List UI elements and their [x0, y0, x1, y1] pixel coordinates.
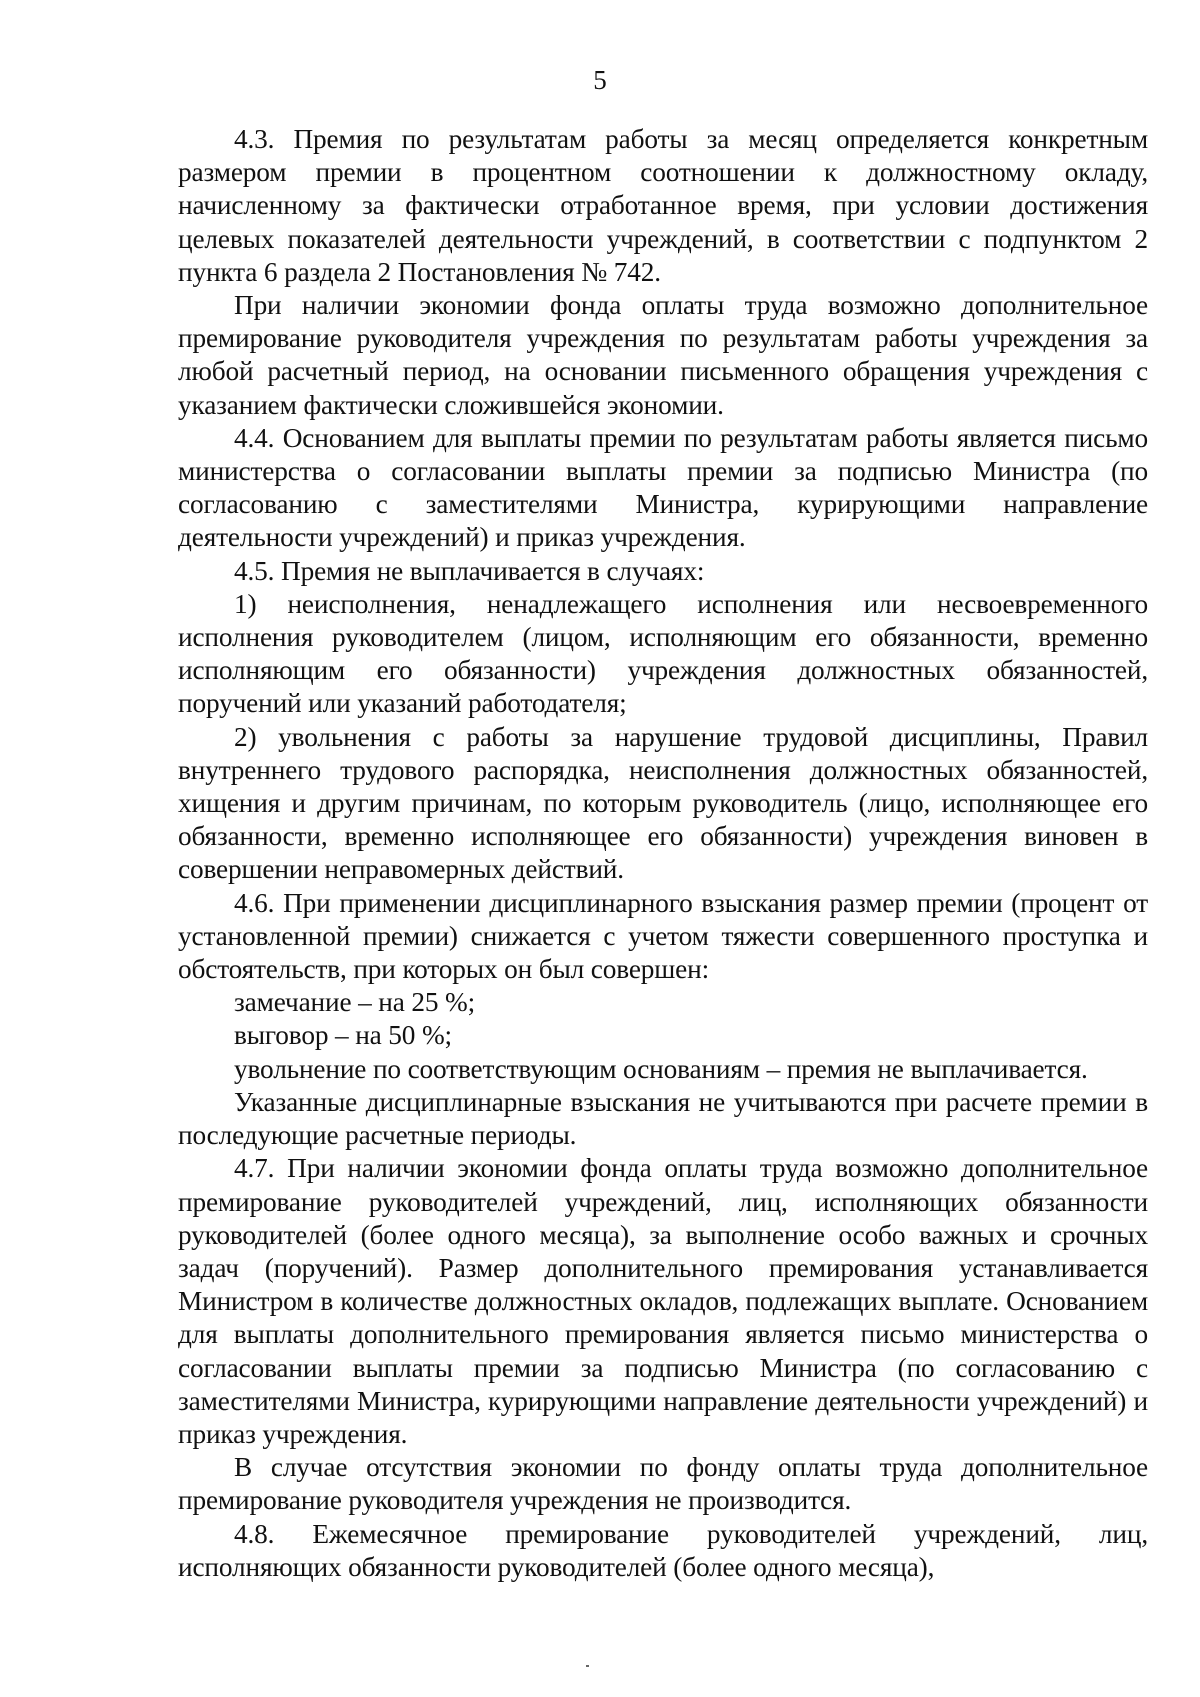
list-item-2: 2) увольнения с работы за нарушение трудовой дисциплины, Правил внутреннего трудового распорядка, неисполнения должностных обязанностей, хищения и другим причинам, по которым руководитель (лицо, исполняющее его обязанности, временно исполняющее его обязанности) учреждения виновен в совершении неправомерных действий.	[178, 721, 1148, 885]
document-body	[178, 123, 1148, 1584]
page-number: 5	[593, 65, 607, 95]
list-item-1: 1) неисполнения, ненадлежащего исполнения или несвоевременного исполнения руководителем (лицом, исполняющим его обязанности, временно исполняющим его обязанности) учреждения должностных обязанностей, поручений или указаний работодателя;	[178, 588, 1148, 719]
paragraph-4-7: 4.7. При наличии экономии фонда оплаты труда возможно дополнительное премирование руководителей учреждений, лиц, исполняющих обязанности руководителей (более одного месяца), за выполнение особо важных и срочных задач (поручений). Размер дополнительного премирования устанавливается Министром в количестве должностных окладов, подлежащих выплате. Основанием для выплаты дополнительного премирования является письмо министерства о согласовании выплаты премии за подписью Министра (по согласованию с заместителями Министра, курирующими направление деятельности учреждений) и приказ учреждения.	[178, 1153, 1148, 1449]
paragraph-4-3: 4.3. Премия по результатам работы за месяц определяется конкретным размером премии в процентном соотношении к должностному окладу, начисленному за фактически отработанное время, при условии достижения целевых показателей деятельности учреждений, в соответствии с подпунктом 2 пункта 6 раздела 2 Постановления № 742.	[178, 124, 1148, 287]
penalty-remark: замечание – на 25 %;	[234, 987, 476, 1018]
paragraph-4-8: 4.8. Ежемесячное премирование руководителей учреждений, лиц, исполняющих обязанности руководителей (более одного месяца),	[178, 1518, 1148, 1582]
scan-speck	[586, 1665, 589, 1667]
paragraph-economy-bonus: При наличии экономии фонда оплаты труда возможно дополнительное премирование руководителя учреждения по результатам работы учреждения за любой расчетный период, на основании письменного обращения учреждения с указанием фактически сложившейся экономии.	[178, 290, 1148, 420]
penalty-reprimand: выговор – на 50 %;	[234, 1020, 452, 1051]
paragraph-penalty-note: Указанные дисциплинарные взыскания не учитываются при расчете премии в последующие расчетные периоды.	[178, 1086, 1148, 1151]
paragraph-no-economy: В случае отсутствия экономии по фонду оплаты труда дополнительное премирование руководителя учреждения не производится.	[178, 1452, 1148, 1516]
paragraph-4-6: 4.6. При применении дисциплинарного взыскания размер премии (процент от установленной премии) снижается с учетом тяжести совершенного проступка и обстоятельств, при которых он был совершен:	[178, 887, 1148, 985]
penalty-dismissal: увольнение по соответствующим основаниям – премия не выплачивается.	[234, 1053, 1088, 1084]
paragraph-4-5: 4.5. Премия не выплачивается в случаях:	[234, 555, 705, 586]
paragraph-4-4: 4.4. Основанием для выплаты премии по результатам работы является письмо министерства о согласовании выплаты премии за подписью Министра (по согласованию с заместителями Министра, курирующими направление деятельности учреждений) и приказ учреждения.	[178, 422, 1148, 553]
